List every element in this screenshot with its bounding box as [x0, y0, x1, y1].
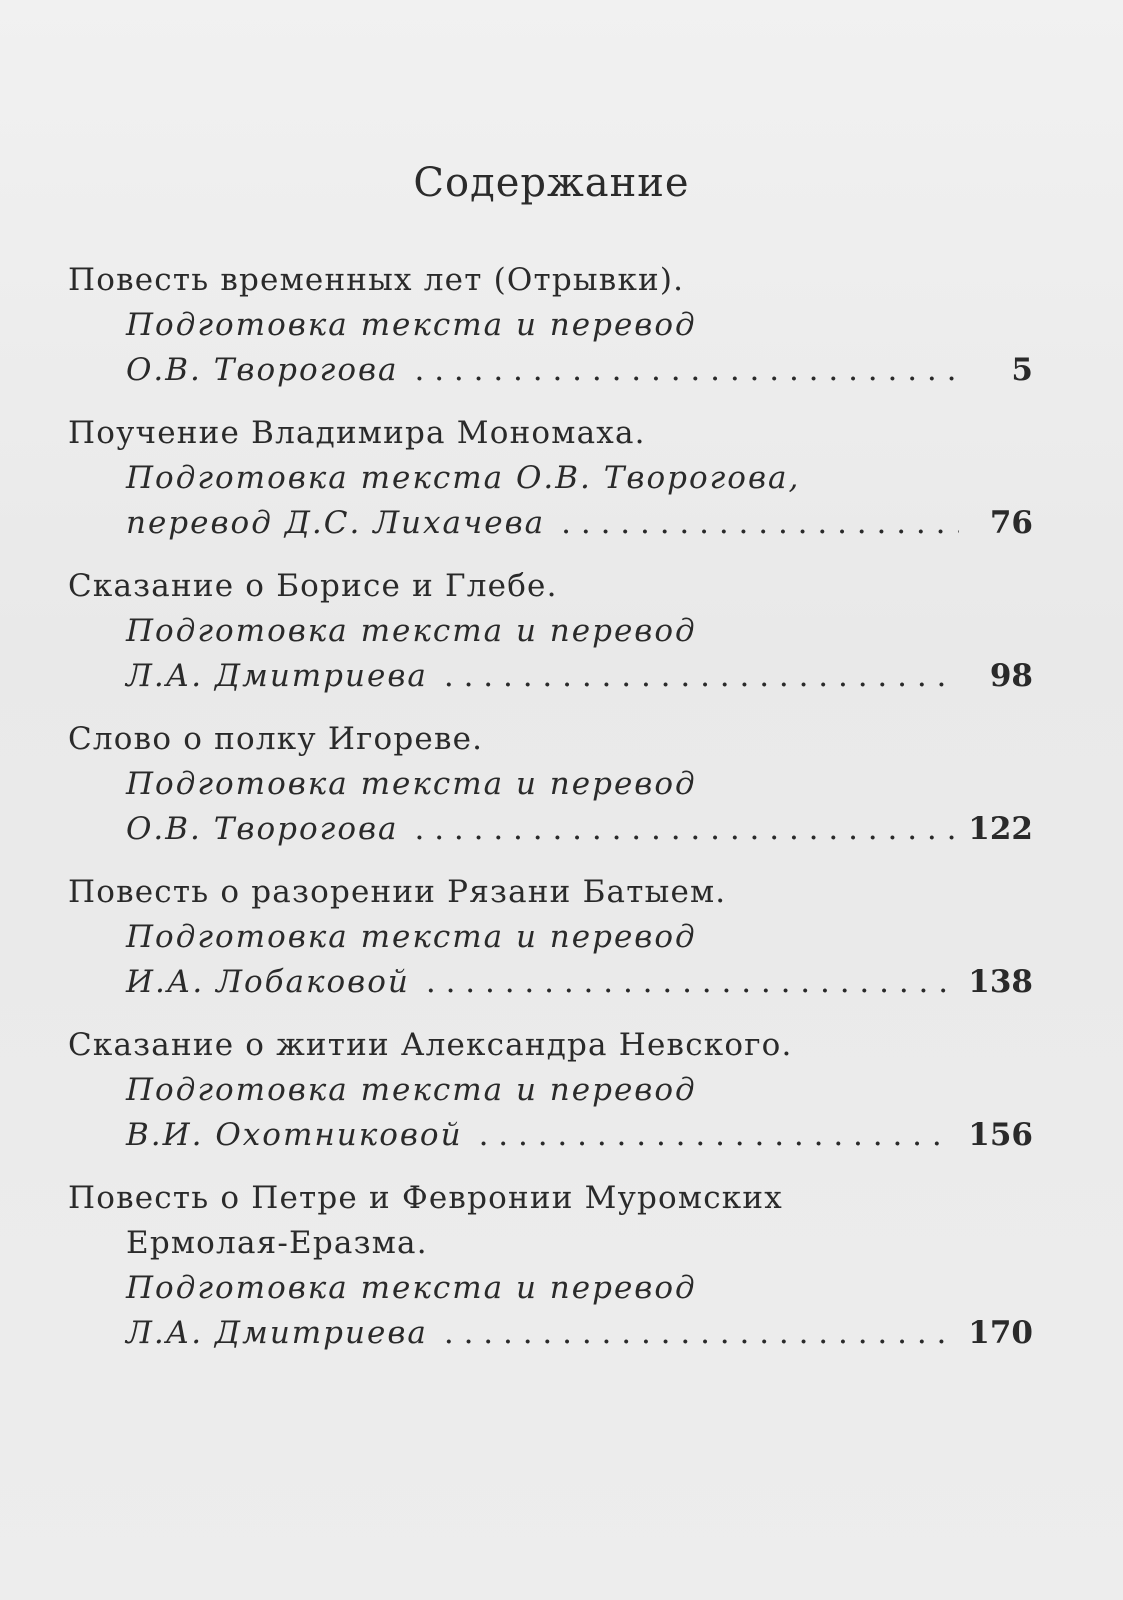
toc-entry — [68, 870, 1033, 1005]
entry-subtitle: Подготовка текста О.В. Творогова, — [126, 460, 801, 496]
toc-entry — [68, 564, 1033, 699]
page-number: 122 — [968, 811, 1033, 847]
entry-title: Повесть о Петре и Февронии Муромских — [68, 1180, 783, 1216]
toc-entry — [68, 1023, 1033, 1158]
entry-title: Поучение Владимира Мономаха. — [68, 415, 646, 451]
entry-credit-row — [68, 348, 1033, 393]
toc-entry — [68, 411, 1033, 546]
entry-title: Сказание о житии Александра Невского. — [68, 1027, 793, 1063]
page-number: 138 — [968, 964, 1033, 1000]
dot-leader — [426, 960, 954, 1005]
page-number: 170 — [968, 1315, 1033, 1351]
page-number: 156 — [968, 1117, 1033, 1153]
entry-credit: В.И. Охотниковой — [126, 1117, 463, 1153]
entry-credit: О.В. Творогова — [126, 352, 399, 388]
toc-entry — [68, 1176, 1033, 1356]
dot-leader — [444, 654, 959, 699]
entry-credit-row — [68, 807, 1033, 852]
entry-title: Слово о полку Игореве. — [68, 721, 484, 757]
entry-subtitle: Подготовка текста и перевод — [126, 307, 697, 343]
entry-credit-row — [68, 960, 1033, 1005]
entry-credit-row — [68, 1311, 1033, 1356]
page-number: 5 — [1011, 352, 1033, 388]
entry-title-continued: Ермолая-Еразма. — [126, 1225, 428, 1261]
entry-credit-row — [68, 654, 1033, 699]
entry-title: Сказание о Борисе и Глебе. — [68, 568, 558, 604]
entry-subtitle: Подготовка текста и перевод — [126, 613, 697, 649]
dot-leader — [561, 501, 959, 546]
dot-leader — [415, 348, 959, 393]
toc-entry — [68, 258, 1033, 393]
entry-credit-row — [68, 1113, 1033, 1158]
entry-credit: И.А. Лобаковой — [126, 964, 410, 1000]
entry-credit-row — [68, 501, 1033, 546]
dot-leader — [415, 807, 955, 852]
page-title: Содержание — [413, 160, 690, 206]
dot-leader — [479, 1113, 955, 1158]
entry-title: Повесть о разорении Рязани Батыем. — [68, 874, 727, 910]
page-number: 76 — [989, 505, 1033, 541]
dot-leader — [444, 1311, 954, 1356]
entry-credit: О.В. Творогова — [126, 811, 399, 847]
entry-subtitle: Подготовка текста и перевод — [126, 1270, 697, 1306]
entry-title: Повесть временных лет (Отрывки). — [68, 262, 685, 298]
entry-subtitle: Подготовка текста и перевод — [126, 919, 697, 955]
toc-entry — [68, 717, 1033, 852]
entry-credit: перевод Д.С. Лихачева — [126, 505, 546, 541]
page-number: 98 — [989, 658, 1033, 694]
entry-subtitle: Подготовка текста и перевод — [126, 766, 697, 802]
entry-credit: Л.А. Дмитриева — [126, 658, 428, 694]
entry-credit: Л.А. Дмитриева — [126, 1315, 428, 1351]
entry-subtitle: Подготовка текста и перевод — [126, 1072, 697, 1108]
table-of-contents — [68, 258, 1033, 1374]
